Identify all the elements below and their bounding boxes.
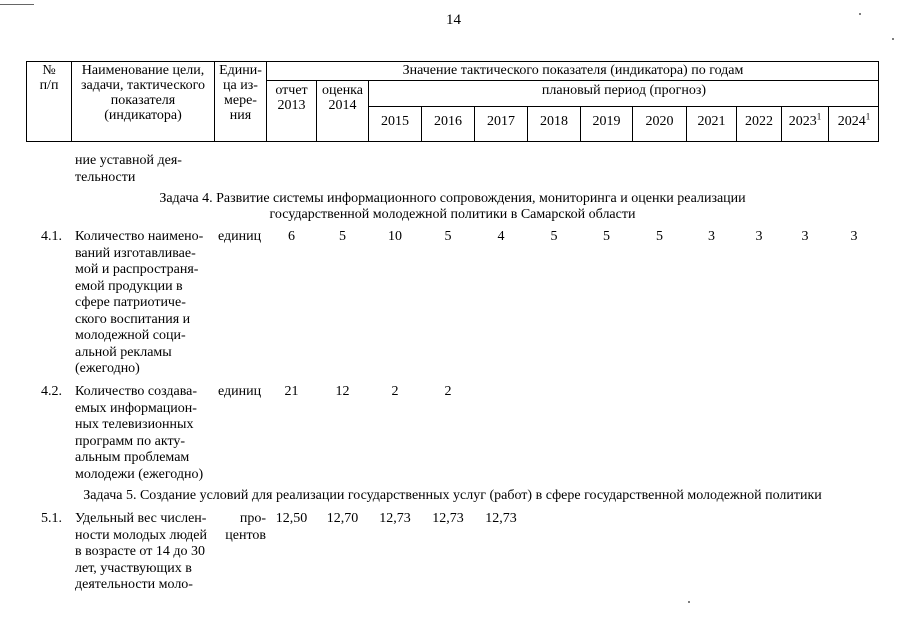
row-4-1-value-9: 3 (708, 229, 715, 244)
row-4-1-value-8: 5 (656, 229, 663, 244)
task5-heading: Задача 5. Создание условий для реализации государственных услуг (работ) в сфере государственной молодежной политики (83, 488, 822, 503)
row-4-1-value-6: 5 (550, 229, 558, 244)
row-4-1-name: Количество наимено- ваний изготавливае- мой и распространя- емой продукции в сфере патриотиче- ского воспитания и молодежной соци- альной рекламы (ежегодно) (75, 229, 204, 376)
row-5-1-value-5: 12,73 (485, 511, 517, 526)
row-5-1-value-2: 12,70 (326, 511, 359, 526)
row-4-2-name: Количество создава- емых информацион- ных телевизионных программ по акту- альным проблемам молодежи (ежегодно) (75, 384, 204, 482)
row-4-1-value-3: 10 (388, 229, 402, 244)
row-4-1-value-10: 3 (755, 229, 763, 244)
task4-heading: Задача 4. Развитие системы информационного сопровождения, мониторинга и оценки реализации государственной молодежной политики в Самарской области (159, 191, 746, 222)
row-4-1-value-1: 6 (288, 229, 295, 244)
header-report: отчет 2013 (275, 83, 308, 113)
row-5-1-value-1: 12,50 (275, 511, 308, 526)
row-4-2-value-3: 2 (391, 384, 399, 399)
scan-speck (688, 601, 690, 603)
row-4-1-value-5: 4 (497, 229, 505, 244)
row-5-1-unit: про- центов (225, 511, 266, 543)
year-2018: 2018 (540, 114, 568, 129)
row-4-1-value-4: 5 (444, 229, 452, 244)
grid-line (266, 80, 879, 81)
year-2021: 2021 (697, 114, 726, 129)
row-5-1-num: 5.1. (41, 511, 62, 526)
row-4-2-value-2: 12 (335, 384, 350, 399)
row-4-2-unit: единиц (218, 384, 262, 399)
header-group-title: Значение тактического показателя (индикатора) по годам (402, 63, 744, 78)
row-4-2-value-4: 2 (444, 384, 452, 399)
year-2020: 2020 (645, 114, 674, 129)
row-5-1-value-3: 12,73 (379, 511, 411, 526)
row-4-1-value-2: 5 (339, 229, 346, 244)
header-num: № п/п (39, 63, 59, 93)
row-4-1-value-7: 5 (603, 229, 610, 244)
row-5-1-value-4: 12,73 (432, 511, 464, 526)
year-2015: 2015 (381, 114, 409, 129)
row-4-2-num: 4.2. (41, 384, 62, 399)
row-4-1-value-11: 3 (801, 229, 809, 244)
page-number: 14 (446, 12, 461, 28)
row-5-1-name: Удельный вес числен- ности молодых людей в возрасте от 14 до 30 лет, участвующих в деятельности моло- (75, 511, 208, 592)
row-4-1-num: 4.1. (41, 229, 62, 244)
row-4-1-value-12: 3 (850, 229, 858, 244)
scan-speck (892, 38, 894, 40)
year-2019: 2019 (592, 114, 621, 129)
year-2024: 2024$^1$ (837, 111, 871, 129)
scan-edge-line (0, 4, 34, 5)
grid-line (368, 106, 879, 107)
year-2017: 2017 (487, 114, 515, 129)
row-4-2-value-1: 21 (284, 384, 299, 399)
year-2016: 2016 (434, 114, 462, 129)
row-4-1-unit: единиц (218, 229, 262, 244)
header-unit: Едини- ца из- мере- ния (219, 63, 262, 123)
header-plan-title: плановый период (прогноз) (541, 83, 707, 98)
header-estimate: оценка 2014 (321, 83, 363, 113)
year-2022: 2022 (745, 114, 773, 129)
continuation-text: ние уставной дея- тельности (75, 153, 182, 185)
scan-speck (859, 13, 861, 15)
year-2023: 2023$^1$ (788, 111, 822, 129)
header-name: Наименование цели, задачи, тактического показателя (индикатора) (80, 63, 206, 123)
